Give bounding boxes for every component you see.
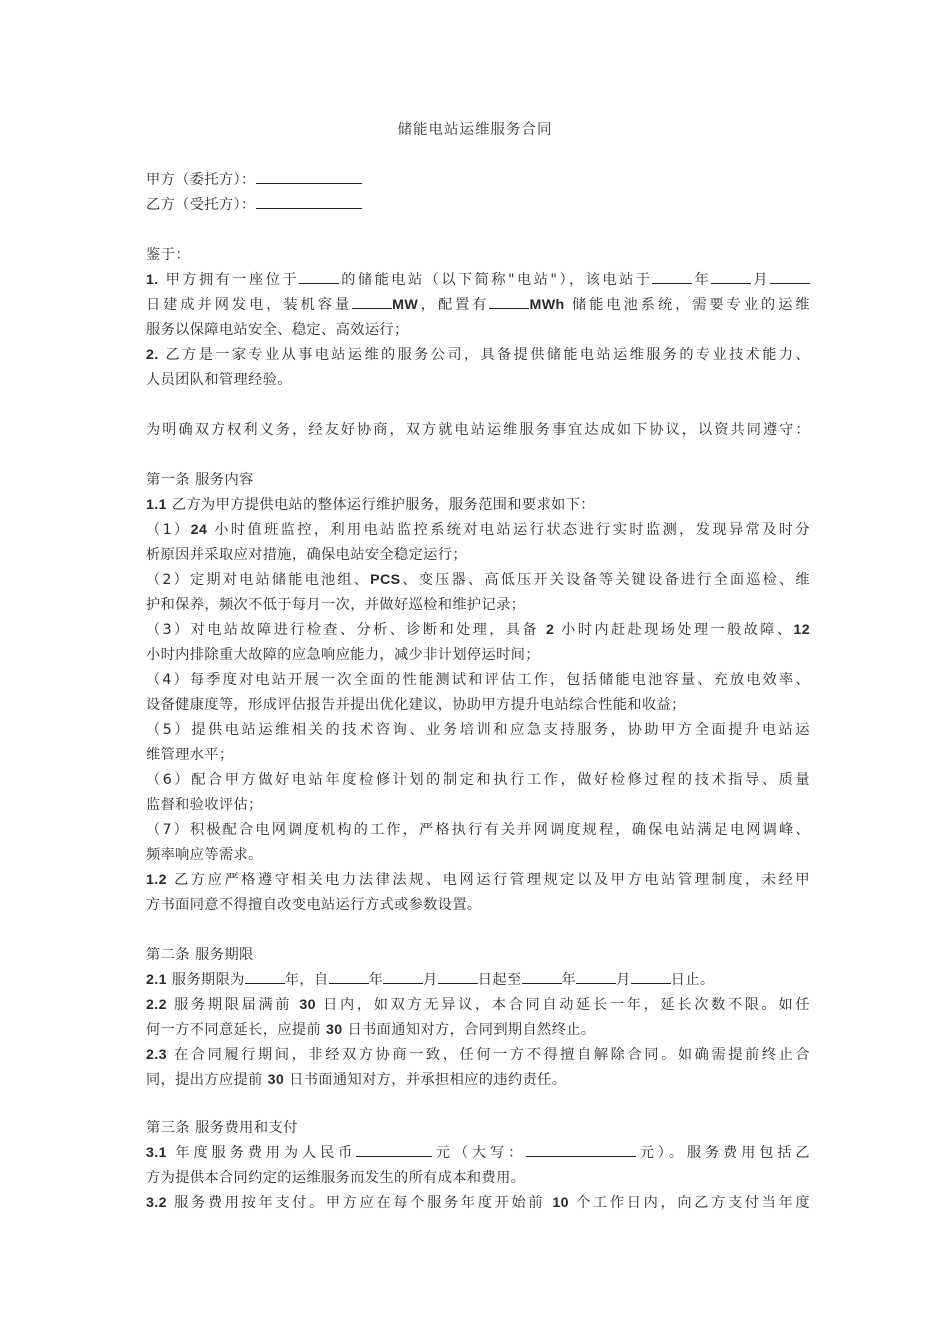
item-num: （4） (146, 672, 190, 688)
clause-1-2-line-1 (146, 868, 810, 892)
item-2-line-1 (146, 568, 810, 592)
capacity-mw-blank[interactable] (352, 294, 392, 309)
text: 年 (692, 272, 712, 288)
text: 元）。服务费用包括乙 (636, 1145, 810, 1161)
text: 服务期限届满前 (174, 997, 300, 1013)
text: 30 (325, 1022, 343, 1038)
capacity-mwh-blank[interactable] (489, 294, 529, 309)
end-year-blank[interactable] (522, 969, 562, 984)
recital-2-num: 2. (146, 347, 159, 363)
text: 30 (299, 997, 316, 1013)
recital-1-line-2 (146, 293, 810, 317)
clause-3-1-line-1 (146, 1141, 810, 1165)
text: 30 (267, 1072, 285, 1088)
location-blank[interactable] (299, 269, 339, 284)
clause-num: 1.1 (146, 497, 167, 513)
text: 、变压器、高低压开关设备等关键设备进行全面巡检、维 (400, 572, 810, 588)
text: PCS (370, 572, 401, 588)
text: 小时内赶赴现场处理一般故障、 (554, 622, 794, 638)
article-2-heading: 第二条 服务期限 (146, 947, 254, 963)
item-5-line-1 (146, 718, 810, 742)
text: 24 (190, 522, 208, 538)
clause-2-2-line-1 (146, 993, 810, 1017)
end-month-blank[interactable] (576, 969, 616, 984)
item-6-line-1 (146, 768, 810, 792)
unit-mwh: MWh (529, 297, 565, 313)
start-month-blank[interactable] (383, 969, 423, 984)
item-num: （3） (146, 622, 191, 638)
party-b-label: 乙方（受托方）： (146, 197, 256, 213)
text: 元（大写： (432, 1145, 527, 1161)
text: 12 (793, 622, 811, 638)
item-7-line-2: 频率响应等需求。 (146, 847, 263, 863)
recital-1-num: 1. (146, 272, 159, 288)
text: 日建成并网发电，装机容量 (146, 297, 353, 313)
text: 10 (552, 1195, 569, 1211)
text: 乙方为甲方提供电站的整体运行维护服务，服务范围和要求如下： (171, 497, 595, 513)
fee-amount-words-blank[interactable] (526, 1142, 636, 1157)
text: 日内，如双方无异议，本合同自动延长一年，延长次数不限。如任 (315, 997, 810, 1013)
item-4-line-2: 设备健康度等，形成评估报告并提出优化建议，协助甲方提升电站综合性能和收益； (146, 697, 686, 713)
clause-num: 1.2 (146, 872, 167, 888)
text: 每季度对电站开展一次全面的性能测试和评估工作，包括储能电池容量、充放电效率、 (189, 672, 810, 688)
text: 日书面通知对方，并承担相应的违约责任。 (284, 1072, 567, 1088)
clause-2-1 (146, 968, 810, 992)
party-a-label: 甲方（委托方）： (146, 172, 256, 188)
text: 日止。 (670, 972, 715, 988)
text: 在合同履行期间，非经双方协商一致，任何一方不得擅自解除合同。如确需提前终止合 (174, 1047, 810, 1063)
item-4-line-1 (146, 668, 810, 692)
text: 日起至 (477, 972, 522, 988)
clause-3-1-line-2: 方为提供本合同约定的运维服务而发生的所有成本和费用。 (146, 1170, 526, 1186)
recital-1-line-1 (146, 268, 810, 292)
text: 储能电池系统，需要专业的运维 (564, 297, 810, 313)
text: 服务期限为 (171, 972, 245, 988)
clause-num: 2.1 (146, 972, 167, 988)
clause-num: 2.3 (146, 1047, 167, 1063)
item-num: （1） (146, 522, 191, 538)
clause-num: 2.2 (146, 997, 167, 1013)
intro-paragraph: 为明确双方权利义务，经友好协商，双方就电站运维服务事宜达成如下协议，以资共同遵守： (146, 422, 810, 438)
item-2-line-2: 护和保养，频次不低于每月一次，并做好巡检和维护记录； (146, 597, 526, 613)
clause-1-2-line-2: 方书面同意不得擅自改变电站运行方式或参数设置。 (146, 897, 482, 913)
text: 服务费用按年支付。甲方应在每个服务年度开始前 (174, 1195, 553, 1211)
recital-1-line-3: 服务以保障电站安全、稳定、高效运行； (146, 322, 409, 338)
unit-mw: MW (392, 297, 419, 313)
text: 月 (423, 972, 438, 988)
item-3-line-1 (146, 618, 810, 642)
text: 月 (616, 972, 631, 988)
text: 配合甲方做好电站年度检修计划的制定和执行工作，做好检修过程的技术指导、质量 (191, 772, 810, 788)
item-7-line-1 (146, 818, 810, 842)
text: 年度服务费用为人民币 (175, 1145, 357, 1161)
text: 提供电站运维相关的技术咨询、业务培训和应急支持服务，协助甲方全面提升电站运 (191, 722, 810, 738)
clause-num: 3.2 (146, 1195, 167, 1211)
item-num: （7） (146, 822, 190, 838)
item-num: （5） (146, 722, 192, 738)
text: 乙方是一家专业从事电站运维的服务公司，具备提供储能电站运维服务的专业技术能力、 (165, 347, 810, 363)
item-5-line-2: 维管理水平； (146, 747, 234, 763)
text: 年，自 (284, 972, 329, 988)
text: 月 (751, 272, 771, 288)
text: 个工作日内，向乙方支付当年度 (568, 1195, 810, 1211)
text: 对电站故障进行检查、分析、诊断和处理，具备 (190, 622, 546, 638)
text: 乙方应严格遵守相关电力法律法规、电网运行管理规定以及甲方电站管理制度，未经甲 (174, 872, 810, 888)
text: 2 (545, 622, 555, 638)
party-a-line (146, 168, 810, 192)
text: 甲方拥有一座位于 (165, 272, 300, 288)
text: 年 (561, 972, 577, 988)
clause-3-2-line-1 (146, 1191, 810, 1215)
party-a-blank[interactable] (256, 169, 362, 184)
day-blank[interactable] (770, 269, 810, 284)
text: ，配置有 (418, 297, 490, 313)
item-1-line-2: 析原因并采取应对措施，确保电站安全稳定运行； (146, 547, 467, 563)
end-day-blank[interactable] (631, 969, 671, 984)
item-num: （6） (146, 772, 192, 788)
item-num: （2） (146, 572, 190, 588)
start-year-blank[interactable] (329, 969, 369, 984)
clause-1-1 (146, 493, 810, 517)
clause-num: 3.1 (146, 1145, 167, 1161)
text: 定期对电站储能电池组、 (189, 572, 371, 588)
item-1-line-1 (146, 518, 810, 542)
text: 的储能电站（以下简称"电站"），该电站于 (339, 272, 653, 288)
article-1-heading: 第一条 服务内容 (146, 472, 254, 488)
recital-2-line-2: 人员团队和管理经验。 (146, 372, 292, 388)
fee-amount-blank[interactable] (356, 1142, 432, 1157)
text: 日书面通知对方，合同到期自然终止。 (342, 1022, 596, 1038)
text: 积极配合电网调度机构的工作，严格执行有关并网调度规程，确保电站满足电网调峰、 (189, 822, 810, 838)
text: 同，提出方应提前 (146, 1072, 268, 1088)
article-3-heading: 第三条 服务费用和支付 (146, 1120, 298, 1136)
text: 年 (368, 972, 384, 988)
item-3-line-2: 小时内排除重大故障的应急响应能力，减少非计划停运时间； (146, 647, 540, 663)
clause-2-2-line-2 (146, 1018, 810, 1042)
clause-2-3-line-2 (146, 1068, 810, 1092)
term-years-blank[interactable] (245, 969, 285, 984)
document-title: 储能电站运维服务合同 (397, 122, 553, 138)
item-6-line-2: 监督和验收评估； (146, 797, 263, 813)
text: 小时值班监控，利用电站监控系统对电站运行状态进行实时监测，发现异常及时分 (207, 522, 811, 538)
party-b-blank[interactable] (256, 194, 362, 209)
year-blank[interactable] (652, 269, 692, 284)
party-b-line (146, 193, 810, 217)
recital-2-line-1 (146, 343, 810, 367)
start-day-blank[interactable] (438, 969, 478, 984)
clause-2-3-line-1 (146, 1043, 810, 1067)
recitals-heading: 鉴于： (146, 247, 191, 263)
text: 何一方不同意延长，应提前 (146, 1022, 326, 1038)
month-blank[interactable] (711, 269, 751, 284)
